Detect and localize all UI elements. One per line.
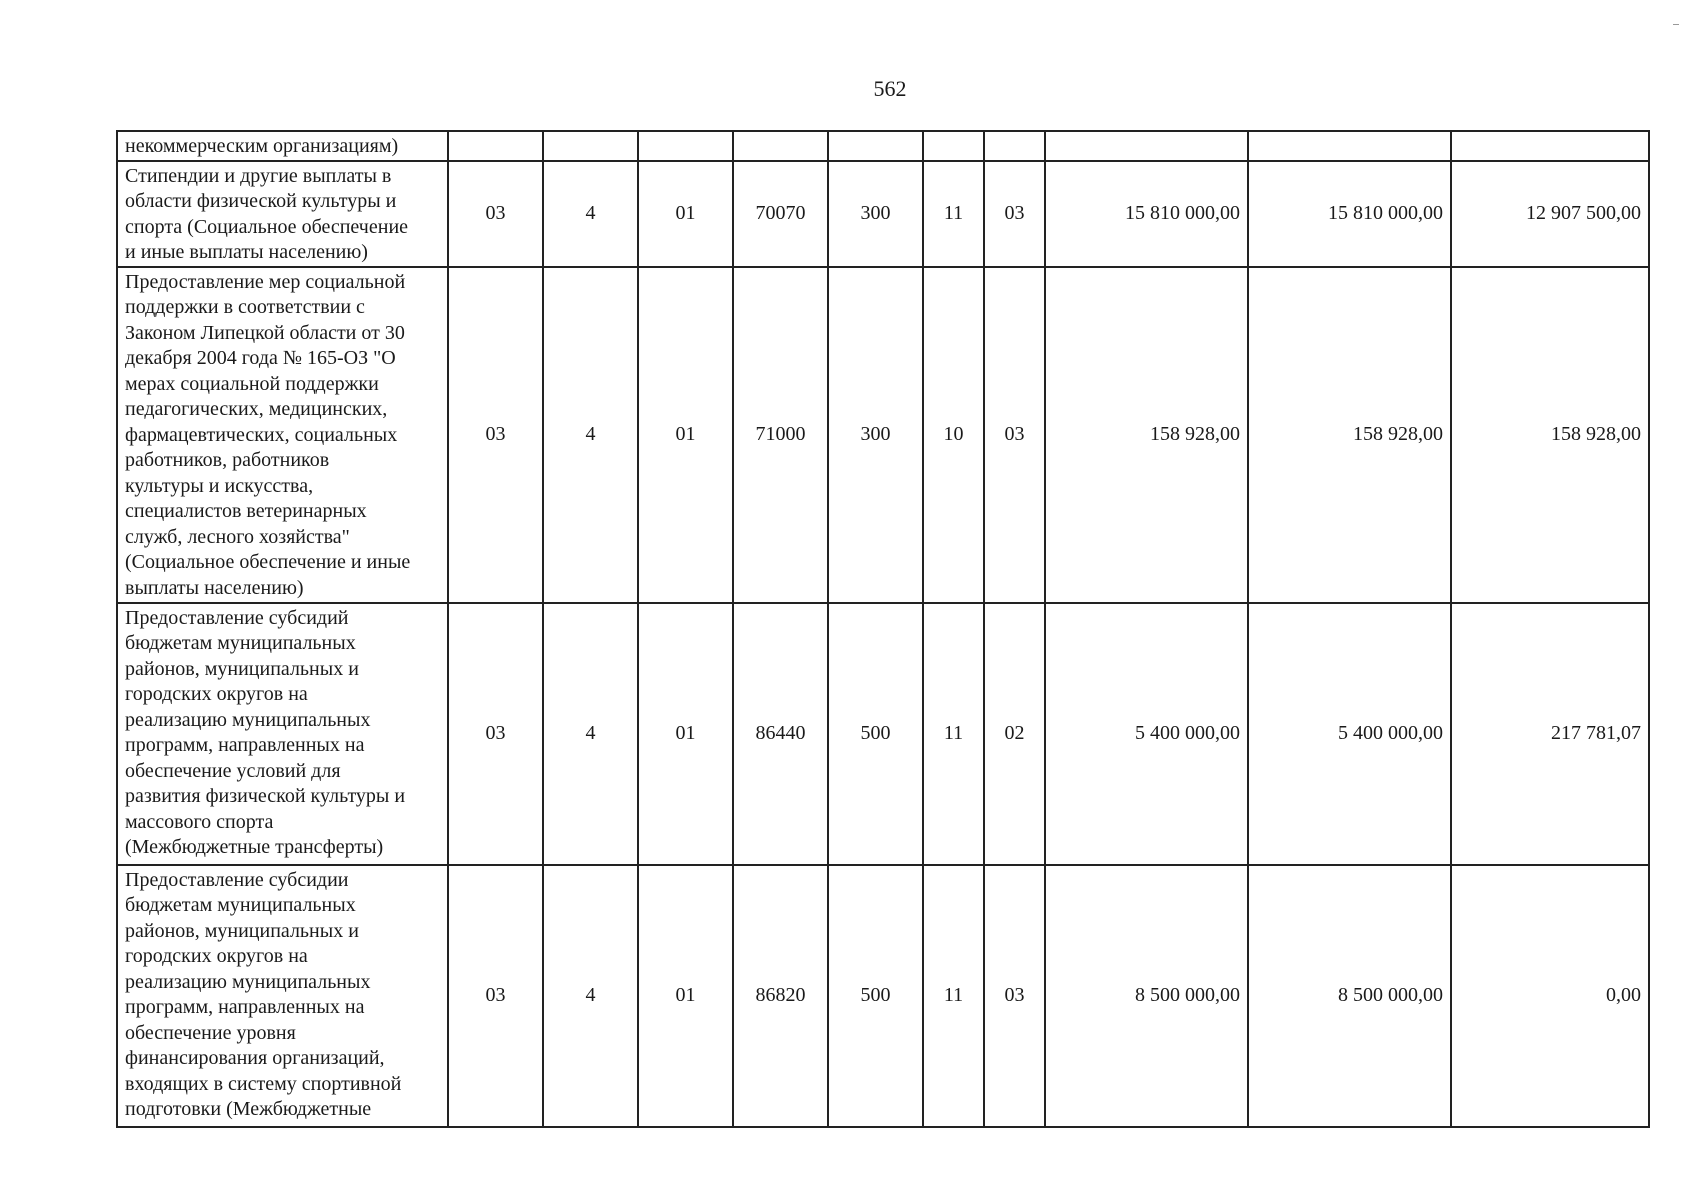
code-cell bbox=[923, 131, 984, 161]
code-cell: 500 bbox=[828, 865, 923, 1127]
amount-cell: 217 781,07 bbox=[1451, 603, 1649, 865]
code-cell: 01 bbox=[638, 161, 733, 267]
code-cell: 03 bbox=[448, 865, 543, 1127]
code-cell: 03 bbox=[984, 267, 1045, 603]
code-cell: 10 bbox=[923, 267, 984, 603]
code-cell: 86820 bbox=[733, 865, 828, 1127]
code-cell bbox=[543, 131, 638, 161]
amount-cell bbox=[1451, 131, 1649, 161]
table-row bbox=[117, 865, 1649, 1127]
table-row bbox=[117, 161, 1649, 267]
table-row bbox=[117, 603, 1649, 865]
code-cell: 01 bbox=[638, 865, 733, 1127]
code-cell: 03 bbox=[984, 865, 1045, 1127]
amount-cell: 8 500 000,00 bbox=[1045, 865, 1248, 1127]
code-cell: 03 bbox=[448, 161, 543, 267]
amount-cell: 0,00 bbox=[1451, 865, 1649, 1127]
amount-cell: 5 400 000,00 bbox=[1045, 603, 1248, 865]
row-description: Предоставление субсидий бюджетам муниципальных районов, муниципальных и городских округов на реализацию муниципальных программ, направленных на обеспечение условий для развития физической культуры и массового спорта (Межбюджетные трансферты) bbox=[117, 603, 448, 865]
code-cell: 4 bbox=[543, 267, 638, 603]
code-cell: 4 bbox=[543, 161, 638, 267]
table-row bbox=[117, 131, 1649, 161]
code-cell: 11 bbox=[923, 603, 984, 865]
amount-cell: 5 400 000,00 bbox=[1248, 603, 1451, 865]
code-cell: 71000 bbox=[733, 267, 828, 603]
code-cell: 11 bbox=[923, 865, 984, 1127]
code-cell: 4 bbox=[543, 603, 638, 865]
code-cell bbox=[828, 131, 923, 161]
row-description: некоммерческим организациям) bbox=[117, 131, 448, 161]
table-row bbox=[117, 267, 1649, 603]
row-description: Предоставление субсидии бюджетам муниципальных районов, муниципальных и городских округов на реализацию муниципальных программ, направленных на обеспечение уровня финансирования организаций, входящих в систему спортивной подготовки (Межбюджетные bbox=[117, 865, 448, 1127]
code-cell: 4 bbox=[543, 865, 638, 1127]
code-cell: 01 bbox=[638, 603, 733, 865]
code-cell: 03 bbox=[984, 161, 1045, 267]
page-number: 562 bbox=[873, 76, 907, 101]
scan-corner-mark bbox=[1673, 24, 1679, 25]
amount-cell: 12 907 500,00 bbox=[1451, 161, 1649, 267]
code-cell bbox=[448, 131, 543, 161]
amount-cell: 158 928,00 bbox=[1045, 267, 1248, 603]
budget-table-wrapper bbox=[116, 130, 1650, 1128]
code-cell bbox=[984, 131, 1045, 161]
amount-cell bbox=[1045, 131, 1248, 161]
budget-table bbox=[116, 130, 1650, 1128]
code-cell: 300 bbox=[828, 161, 923, 267]
code-cell: 03 bbox=[448, 267, 543, 603]
code-cell: 11 bbox=[923, 161, 984, 267]
amount-cell: 158 928,00 bbox=[1248, 267, 1451, 603]
code-cell: 86440 bbox=[733, 603, 828, 865]
amount-cell bbox=[1248, 131, 1451, 161]
code-cell: 500 bbox=[828, 603, 923, 865]
row-description: Стипендии и другие выплаты в области физической культуры и спорта (Социальное обеспечение и иные выплаты населению) bbox=[117, 161, 448, 267]
code-cell: 02 bbox=[984, 603, 1045, 865]
amount-cell: 158 928,00 bbox=[1451, 267, 1649, 603]
amount-cell: 8 500 000,00 bbox=[1248, 865, 1451, 1127]
code-cell: 70070 bbox=[733, 161, 828, 267]
code-cell: 03 bbox=[448, 603, 543, 865]
code-cell: 300 bbox=[828, 267, 923, 603]
code-cell: 01 bbox=[638, 267, 733, 603]
row-description: Предоставление мер социальной поддержки в соответствии с Законом Липецкой области от 30 декабря 2004 года № 165-ОЗ "О мерах социальной поддержки педагогических, медицинских, фармацевтических, социальных работников, работников культуры и искусства, специалистов ветеринарных служб, лесного хозяйства" (Социальное обеспечение и иные выплаты населению) bbox=[117, 267, 448, 603]
code-cell bbox=[733, 131, 828, 161]
code-cell bbox=[638, 131, 733, 161]
amount-cell: 15 810 000,00 bbox=[1045, 161, 1248, 267]
amount-cell: 15 810 000,00 bbox=[1248, 161, 1451, 267]
